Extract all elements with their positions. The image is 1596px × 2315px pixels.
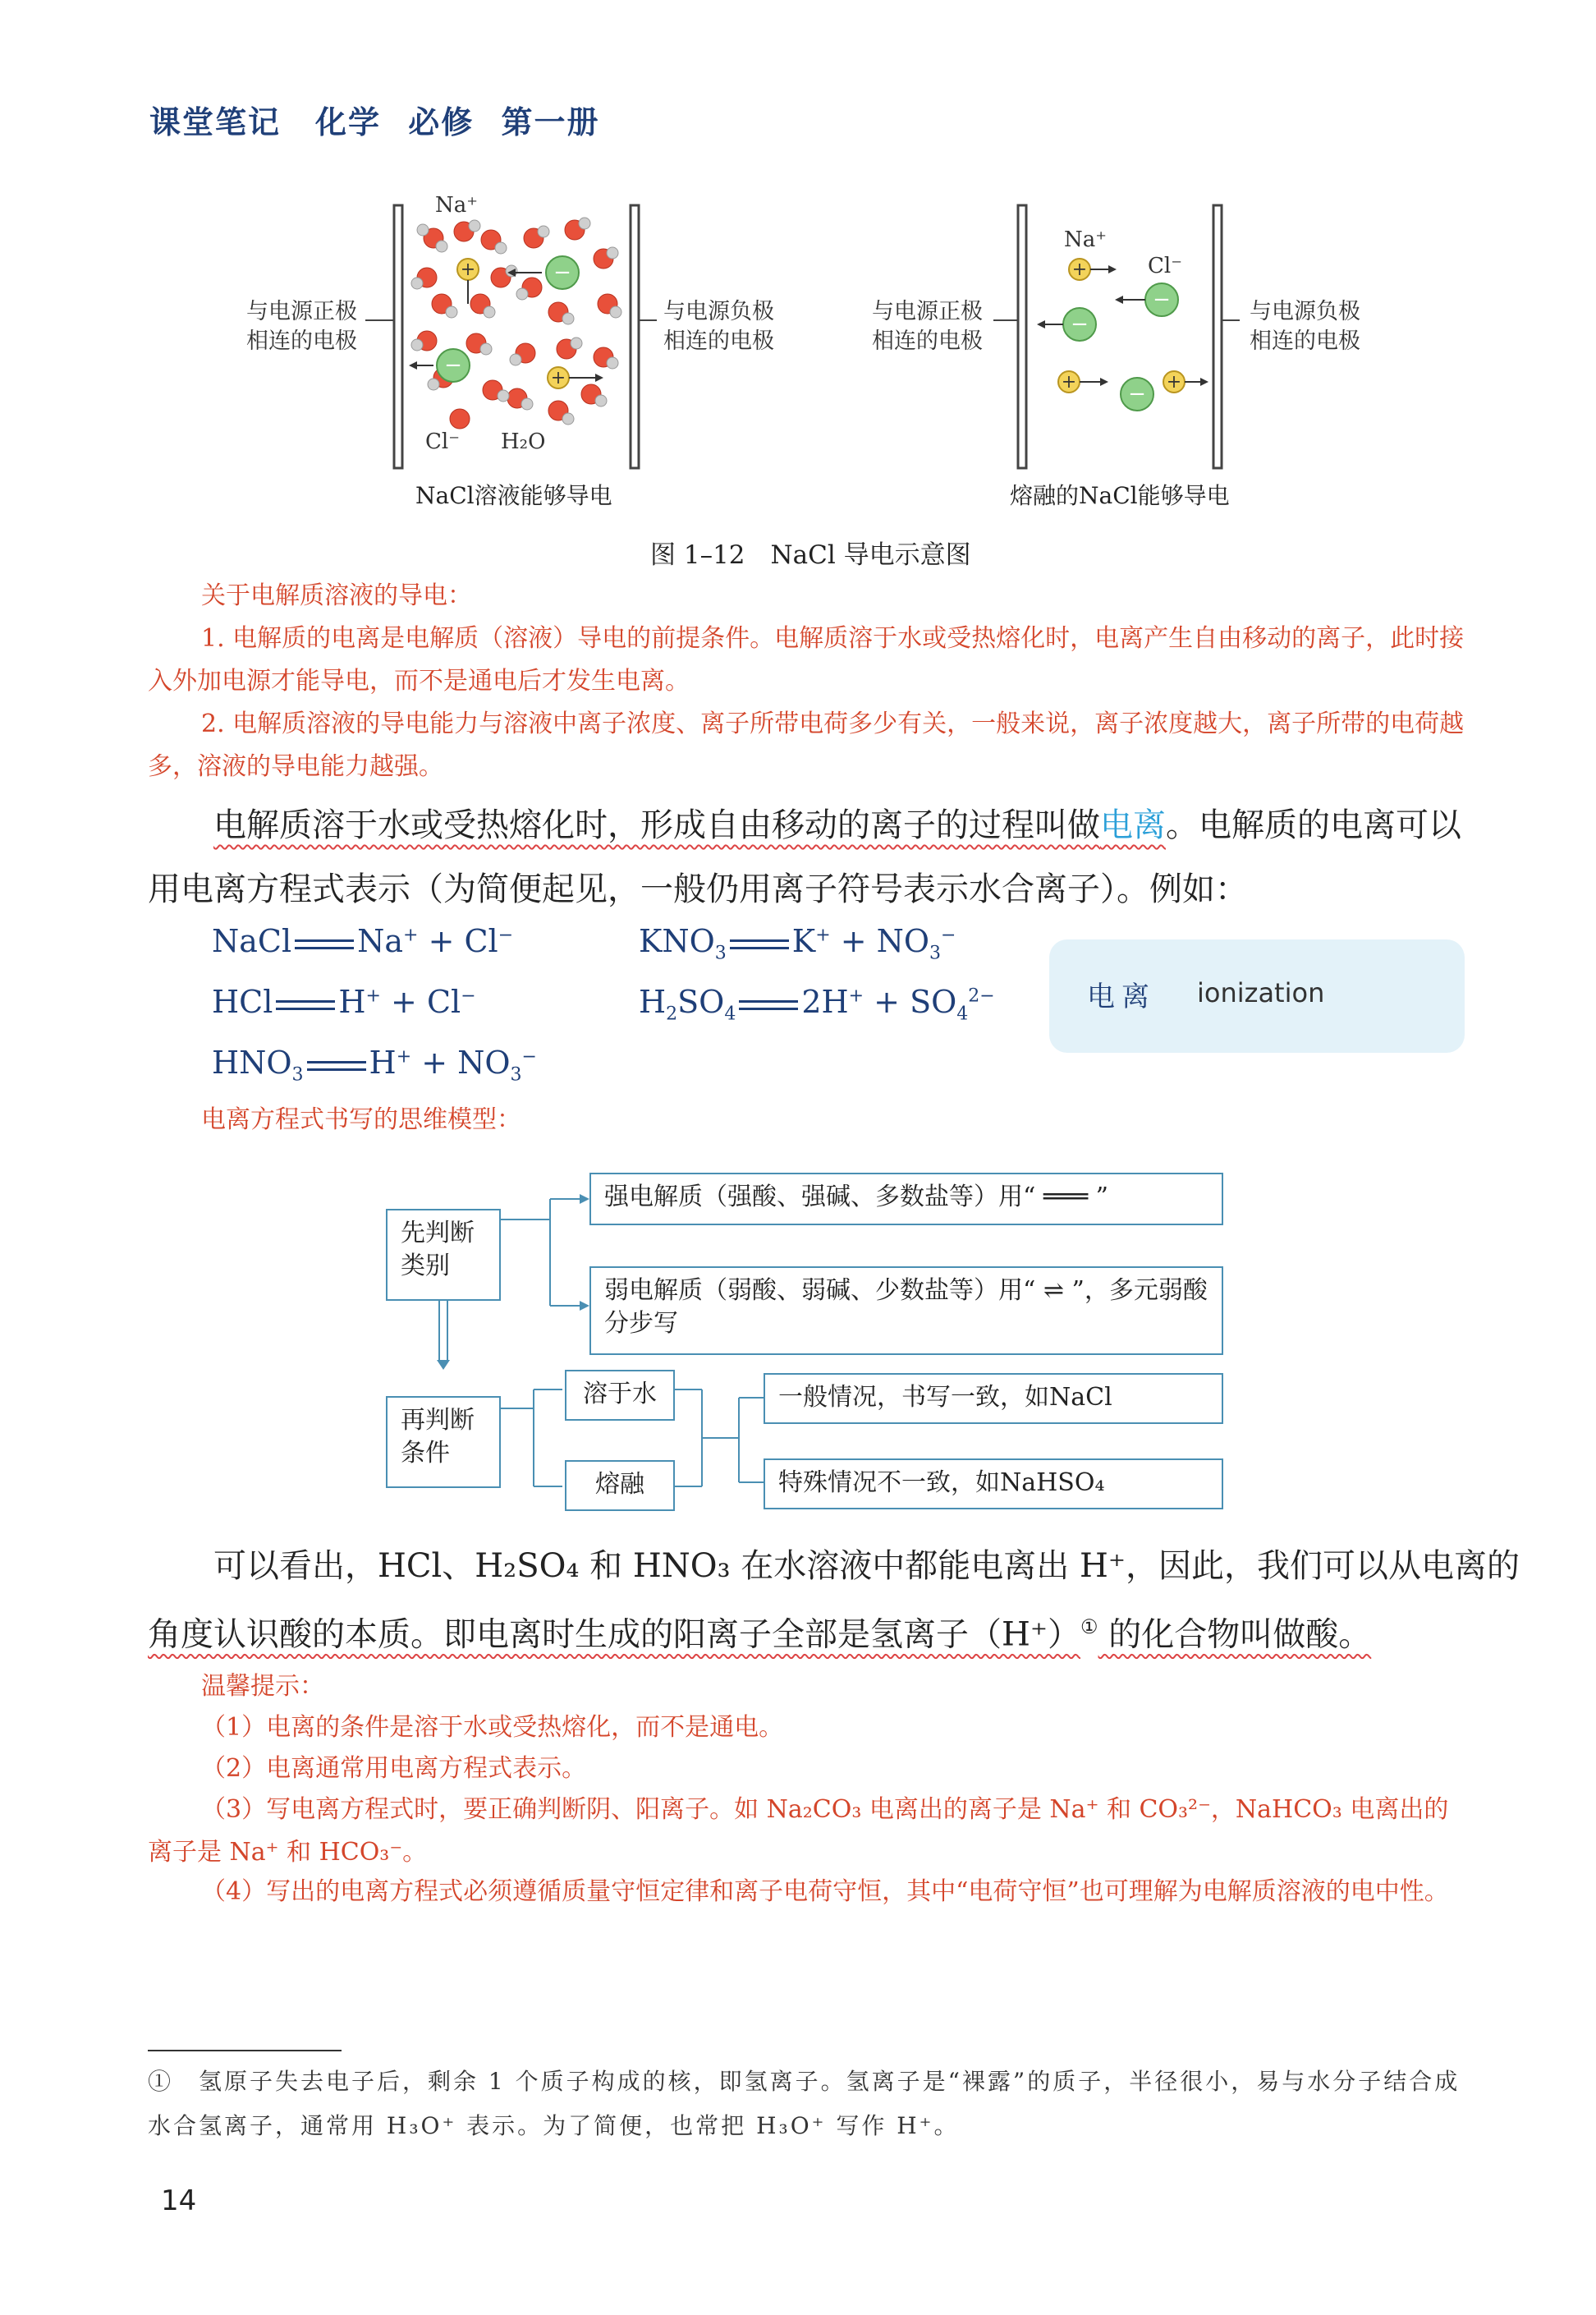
- note2-title: 电离方程式书写的思维模型：: [201, 1105, 521, 1134]
- left-cathode-label: 与电源负极 相连的电极: [663, 299, 774, 354]
- svg-text:−: −: [1071, 312, 1089, 337]
- box-strong-electrolyte: 强电解质（强酸、强碱、多数盐等）用“ ═══ ”: [589, 1173, 1223, 1225]
- equation-nacl: NaCl Na+ + Cl−: [212, 923, 514, 959]
- book-title: 课堂笔记: [149, 104, 282, 140]
- svg-text:+: +: [460, 260, 476, 280]
- box-general-case: 一般情况，书写一致，如NaCl: [764, 1373, 1223, 1424]
- box-dissolve: 溶于水: [565, 1370, 675, 1421]
- equation-hcl: HCl H+ + Cl−: [212, 984, 476, 1020]
- subject-title: 化学: [315, 104, 382, 140]
- tip-3: （3）写电离方程式时，要正确判断阴、阳离子。如 Na₂CO₃ 电离出的离子是 Na⁺ 和 CO₃²⁻，NaHCO₃ 电离出的离子是 Na⁺ 和 HCO₃⁻。: [148, 1795, 1449, 1867]
- glossary-en: ionization: [1197, 977, 1325, 1008]
- part-title: 第一册: [501, 104, 600, 140]
- right-cathode-label: 与电源负极 相连的电极: [1250, 299, 1360, 354]
- equation-kno3: $KNO_3$ $K^+ + NO_3^-$: [639, 923, 956, 964]
- note1-point2: 2. 电解质溶液的导电能力与溶液中离子浓度、离子所带电荷多少有关，一般来说，离子浓度越大，离子所带的电荷越多，溶液的导电能力越强。: [148, 710, 1465, 781]
- molten-na-label: Na⁺: [1064, 227, 1107, 252]
- tip-1: （1）电离的条件是溶于水或受热熔化，而不是通电。: [201, 1713, 784, 1742]
- svg-text:+: +: [1166, 372, 1182, 393]
- glossary-zh: 电离: [1087, 981, 1156, 1013]
- right-anode-label: 与电源正极 相连的电极: [872, 299, 983, 354]
- volume-title: 必修: [408, 104, 475, 140]
- svg-text:−: −: [1128, 382, 1146, 407]
- na-ion-label: Na⁺: [435, 193, 478, 218]
- tips-title: 温馨提示：: [201, 1672, 324, 1701]
- glossary-box: [1049, 939, 1465, 1053]
- running-header: [149, 97, 600, 142]
- svg-text:−: −: [444, 353, 462, 378]
- box-judge-condition: 再判断条件: [386, 1396, 501, 1488]
- svg-text:+: +: [1061, 372, 1077, 393]
- footnote-rule: [148, 2050, 342, 2051]
- footnote-marker: ①: [1080, 1615, 1098, 1638]
- figure-title: 图 1–12 NaCl 导电示意图: [650, 540, 971, 570]
- left-anode-label: 与电源正极 相连的电极: [246, 299, 357, 354]
- svg-text:−: −: [1153, 287, 1171, 312]
- note1-point1: 1. 电解质的电离是电解质（溶液）导电的前提条件。电解质溶于水或受热熔化时，电离产生自由移动的离子，此时接入外加电源才能导电，而不是通电后才发生电离。: [148, 624, 1465, 696]
- equation-h2so4: $H_2SO_4$ $2H^+ + SO_4^{2-}$: [639, 984, 995, 1025]
- svg-text:−: −: [553, 260, 571, 285]
- footnote: ① 氢原子失去电子后，剩余 1 个质子构成的核，即氢离子。氢离子是“裸露”的质子，半径很小，易与水分子结合成水合氢离子，通常用 H₃O⁺ 表示。为了简便，也常把 H₃O⁺ 写作 H⁺。: [148, 2068, 1461, 2139]
- molten-nacl-diagram: [985, 181, 1281, 476]
- page-number: 14: [161, 2184, 197, 2217]
- box-melt: 熔融: [565, 1460, 675, 1511]
- tip-4: （4）写出的电离方程式必须遵循质量守恒定律和离子电荷守恒，其中“电荷守恒”也可理解为电解质溶液的电中性。: [201, 1877, 1449, 1906]
- cl-ion-label: Cl⁻: [425, 429, 460, 454]
- tip-2: （2）电离通常用电离方程式表示。: [201, 1754, 587, 1783]
- ionization-definition: 电解质溶于水或受热熔化时，形成自由移动的离子的过程叫做电离。电解质的电离可以用电离方程式表示（为简便起见，一般仍用离子符号表示水合离子）。例如：: [148, 806, 1461, 908]
- box-special-case: 特殊情况不一致，如NaHSO₄: [764, 1458, 1223, 1509]
- term-ionization: 电离: [1100, 806, 1166, 844]
- molten-cl-label: Cl⁻: [1148, 254, 1182, 278]
- acid-definition-line1: 可以看出，HCl、H₂SO₄ 和 HNO₃ 在水溶液中都能电离出 H⁺，因此，我们可以从电离的: [213, 1547, 1520, 1585]
- right-diagram-caption: 熔融的NaCl能够导电: [1010, 482, 1230, 509]
- left-diagram-caption: NaCl溶液能够导电: [415, 482, 612, 509]
- h2o-label: H₂O: [501, 429, 546, 454]
- acid-definition-line2: 角度认识酸的本质。即电离时生成的阳离子全部是氢离子（H⁺）① 的化合物叫做酸。: [148, 1615, 1372, 1654]
- box-weak-electrolyte: 弱电解质（弱酸、弱碱、少数盐等）用“ ⇌ ”，多元弱酸分步写: [589, 1266, 1223, 1355]
- equation-hno3: $HNO_3$ $H^+ + NO_3^-$: [212, 1045, 537, 1086]
- svg-text:+: +: [550, 368, 566, 388]
- box-judge-type: 先判断类别: [386, 1209, 501, 1301]
- note1-title: 关于电解质溶液的导电：: [201, 581, 472, 610]
- svg-text:+: +: [1071, 260, 1088, 280]
